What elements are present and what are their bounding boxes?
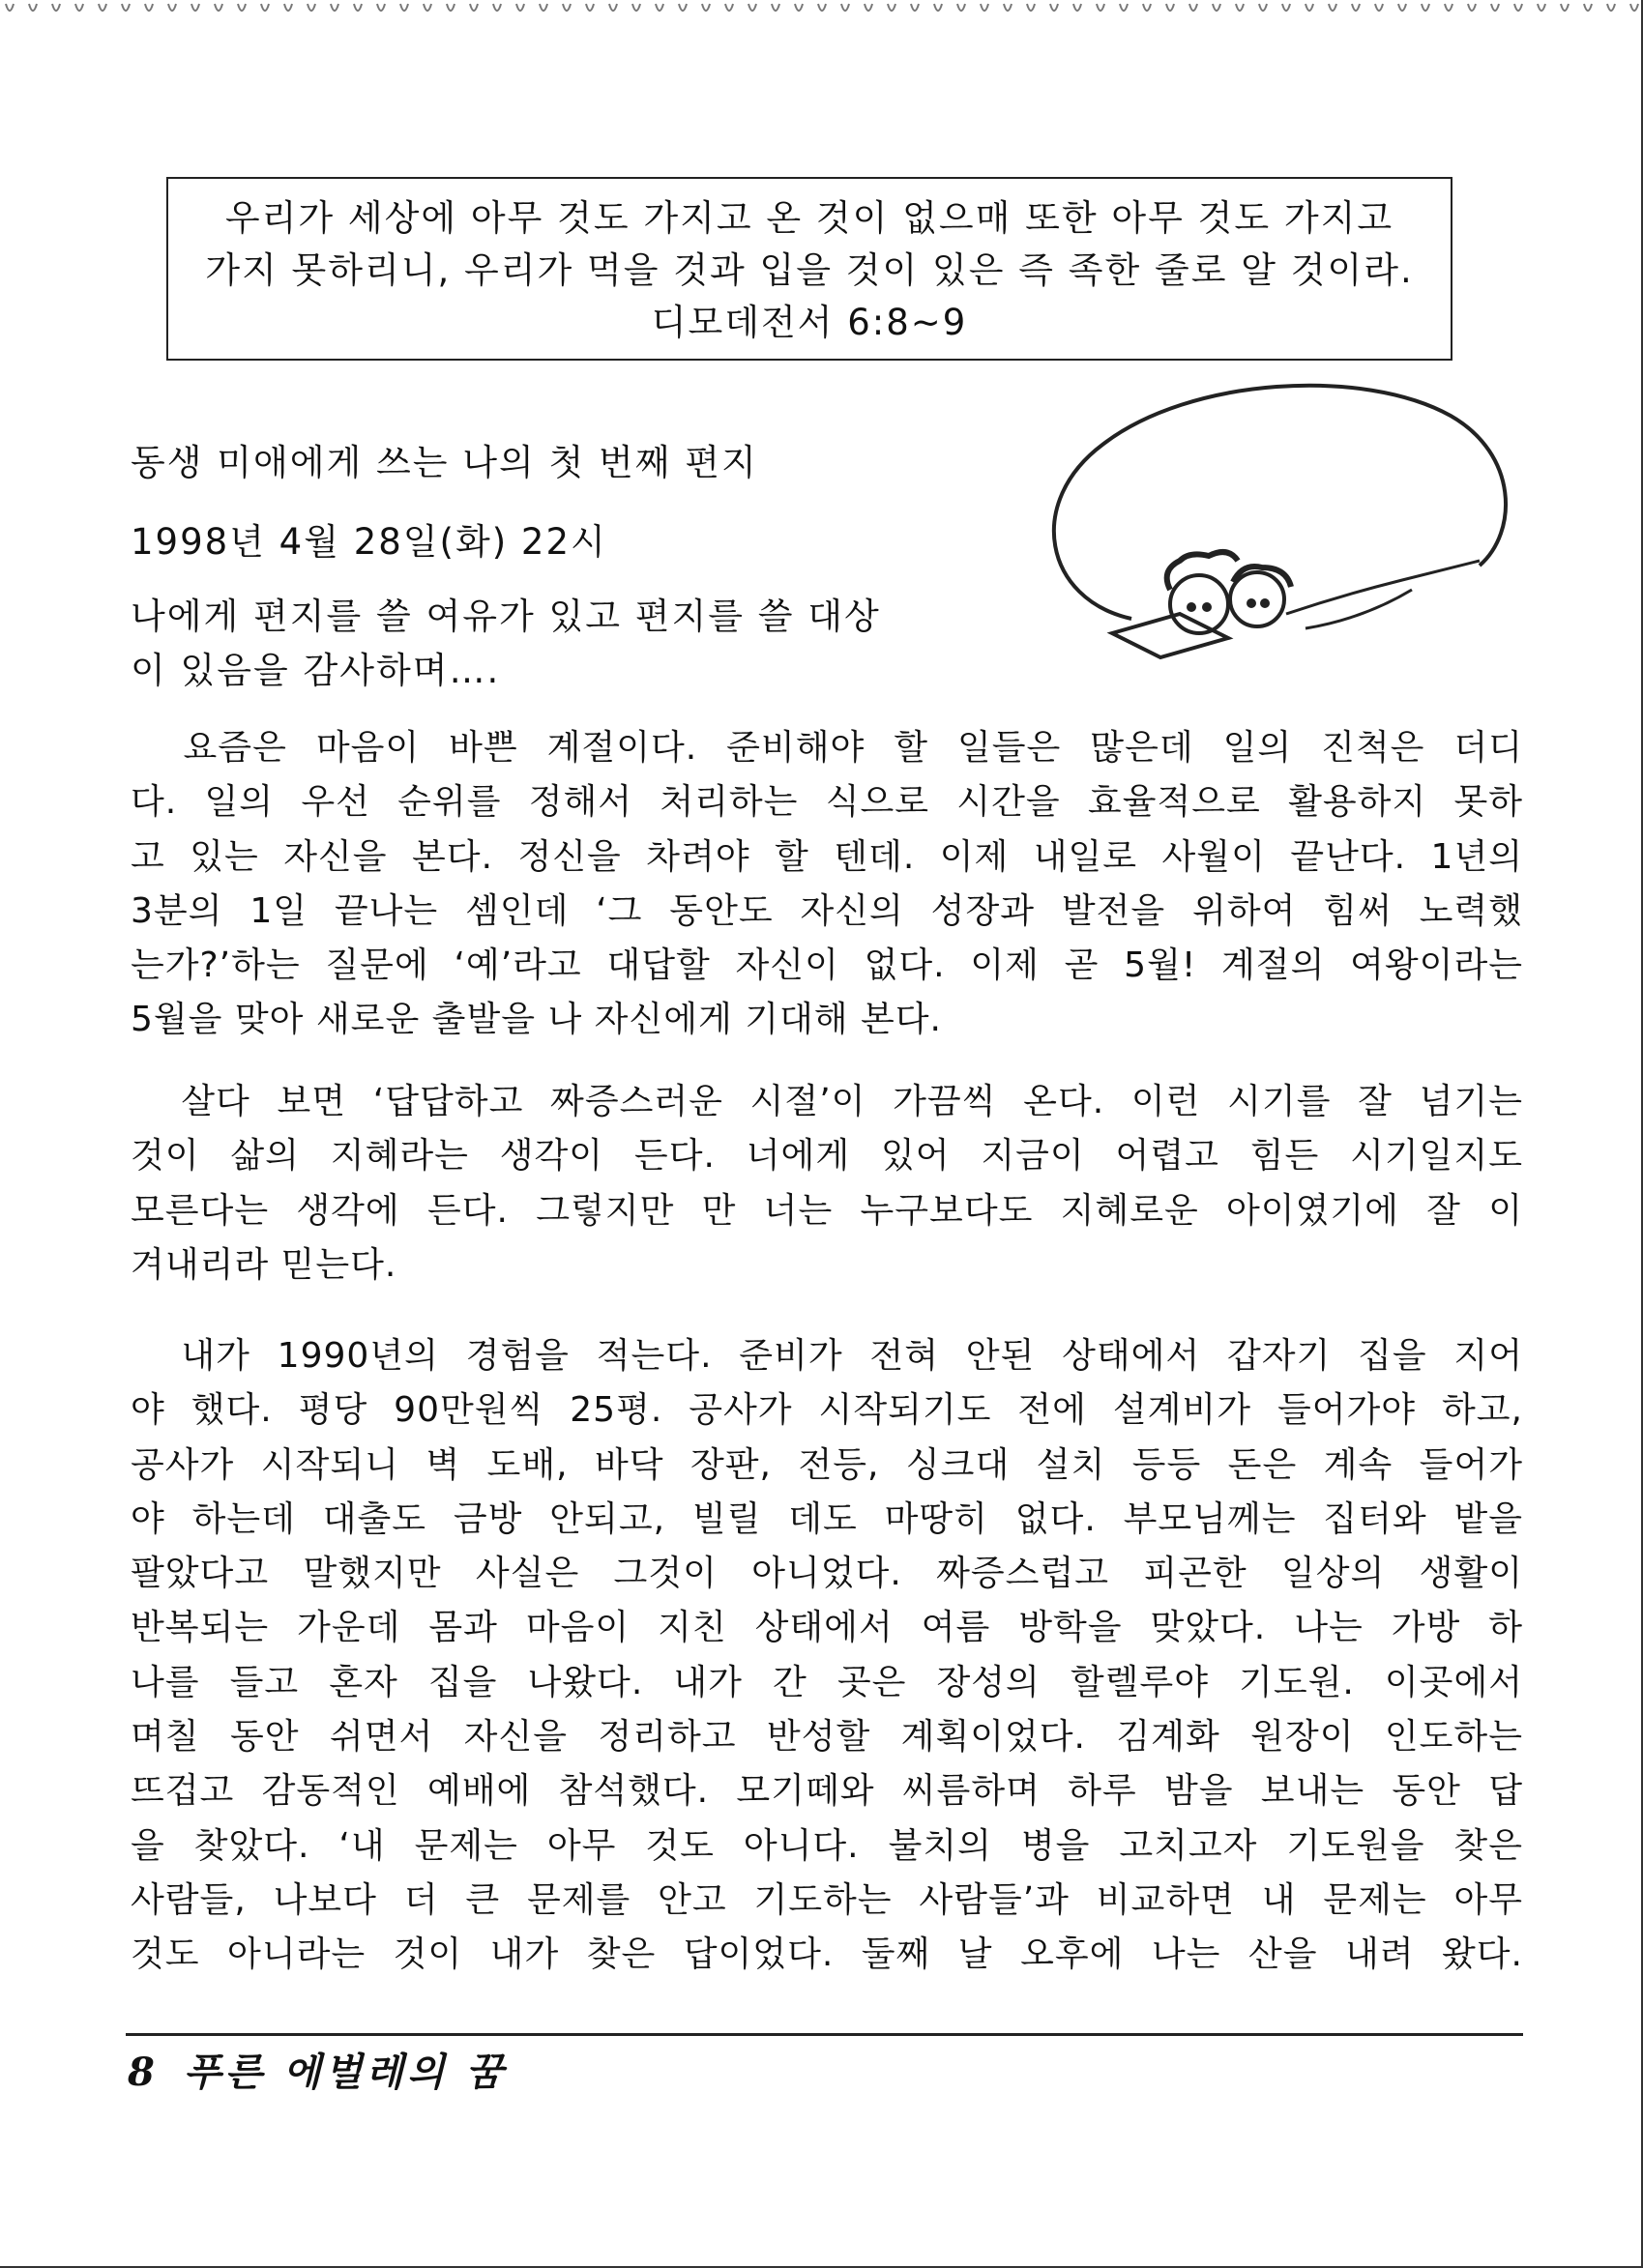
children-reading-illustration	[1015, 358, 1528, 667]
footer-divider	[126, 2033, 1523, 2036]
paragraph-line: 반복되는 가운데 몸과 마음이 지친 상태에서 여름 방학을 맞았다. 나는 가방 하	[131, 1608, 1523, 1648]
paragraph-line: 야 했다. 평당 90만원씩 25평. 공사가 시작되기도 전에 설계비가 들어가야 하고,	[131, 1390, 1523, 1431]
paragraph-line: 며칠 동안 쉬면서 자신을 정리하고 반성할 계획이었다. 김계화 원장이 인도하는	[131, 1717, 1523, 1758]
paragraph-line: 다. 일의 우선 순위를 정해서 처리하는 식으로 시간을 효율적으로 활용하지 못하	[131, 782, 1523, 823]
paragraph-line: 살다 보면 ‘답답하고 짜증스러운 시절’이 가끔씩 온다. 이런 시기를 잘 넘기는	[131, 1082, 1523, 1121]
verse-line: 우리가 세상에 아무 것도 가지고 온 것이 없으매 또한 아무 것도 가지고	[224, 197, 1394, 239]
intro-line: 이 있음을 감사하며….	[131, 650, 501, 691]
paragraph-line: 뜨겁고 감동적인 예배에 참석했다. 모기떼와 씨름하며 하루 밤을 보내는 동안 답	[131, 1771, 1523, 1812]
paragraph-line: 사람들, 나보다 더 큰 문제를 안고 기도하는 사람들’과 비교하면 내 문제는 아무	[131, 1879, 1523, 1920]
paragraph-line: 나를 들고 혼자 집을 나왔다. 내가 간 곳은 장성의 할렐루야 기도원. 이곳에서	[131, 1662, 1523, 1702]
open-book-shape	[1112, 614, 1228, 657]
letter-date: 1998년 4월 28일(화) 22시	[131, 521, 607, 563]
page-footer	[128, 2042, 507, 2097]
paragraph-line: 것이 삶의 지혜라는 생각이 든다. 너에게 있어 지금이 어렵고 힘든 시기일지도	[131, 1136, 1523, 1177]
child-head-right	[1230, 572, 1284, 626]
verse-reference: 디모데전서 6:8~9	[651, 302, 968, 343]
paragraph-2	[131, 1075, 1523, 1293]
paragraph-line: 고 있는 자신을 본다. 정신을 차려야 할 텐데. 이제 내일로 사월이 끝난다. 1년의	[131, 836, 1523, 877]
spiral-binding-decoration	[0, 0, 1643, 29]
paragraph-line: 는가?’하는 질문에 ‘예’라고 대답할 자신이 없다. 이제 곧 5월! 계절의 여왕이라는	[131, 945, 1523, 986]
paragraph-line: 야 하는데 대출도 금방 안되고, 빌릴 데도 마땅히 없다. 부모님께는 집터와 밭을	[131, 1498, 1523, 1539]
paragraph-line: 모른다는 생각에 든다. 그렇지만 만 너는 누구보다도 지혜로운 아이였기에 잘 이	[131, 1190, 1523, 1231]
paragraph-line: 3분의 1일 끝나는 셈인데 ‘그 동안도 자신의 성장과 발전을 위하여 힘써 노력했	[131, 890, 1523, 931]
paragraph-line: 내가 1990년의 경험을 적는다. 준비가 전혀 안된 상태에서 갑자기 집을 지어	[131, 1336, 1523, 1376]
book-title: 푸른 에벌레의 꿈	[183, 2050, 508, 2095]
paragraph-line: 팔았다고 말했지만 사실은 그것이 아니었다. 짜증스럽고 피곤한 일상의 생활이	[131, 1554, 1523, 1594]
scripture-verse-box	[166, 177, 1452, 361]
intro-line: 나에게 편지를 쓸 여유가 있고 편지를 쓸 대상	[131, 596, 881, 637]
paragraph-line: 5월을 맞아 새로운 출발을 나 자신에게 기대해 본다.	[131, 1000, 942, 1040]
letter-title: 동생 미애에게 쓰는 나의 첫 번째 편지	[131, 442, 758, 483]
paragraph-3	[131, 1329, 1523, 1983]
letter-intro	[131, 590, 1001, 698]
verse-line: 가지 못하리니, 우리가 먹을 것과 입을 것이 있은 즉 족한 줄로 알 것이라.	[205, 249, 1414, 291]
paragraph-line: 요즘은 마음이 바쁜 계절이다. 준비해야 할 일들은 많은데 일의 진척은 더디	[131, 728, 1523, 768]
paragraph-1	[131, 721, 1523, 1048]
paragraph-line: 을 찾았다. ‘내 문제는 아무 것도 아니다. 불치의 병을 고치고자 기도원을 찾은	[131, 1825, 1523, 1866]
paragraph-line: 겨내리라 믿는다.	[131, 1244, 397, 1285]
page-number: 8	[128, 2050, 159, 2095]
paragraph-line: 것도 아니라는 것이 내가 찾은 답이었다. 둘째 날 오후에 나는 산을 내려 왔다.	[131, 1934, 1523, 1975]
paragraph-line: 공사가 시작되니 벽 도배, 바닥 장판, 전등, 싱크대 설치 등등 돈은 계속 들어가	[131, 1444, 1523, 1485]
